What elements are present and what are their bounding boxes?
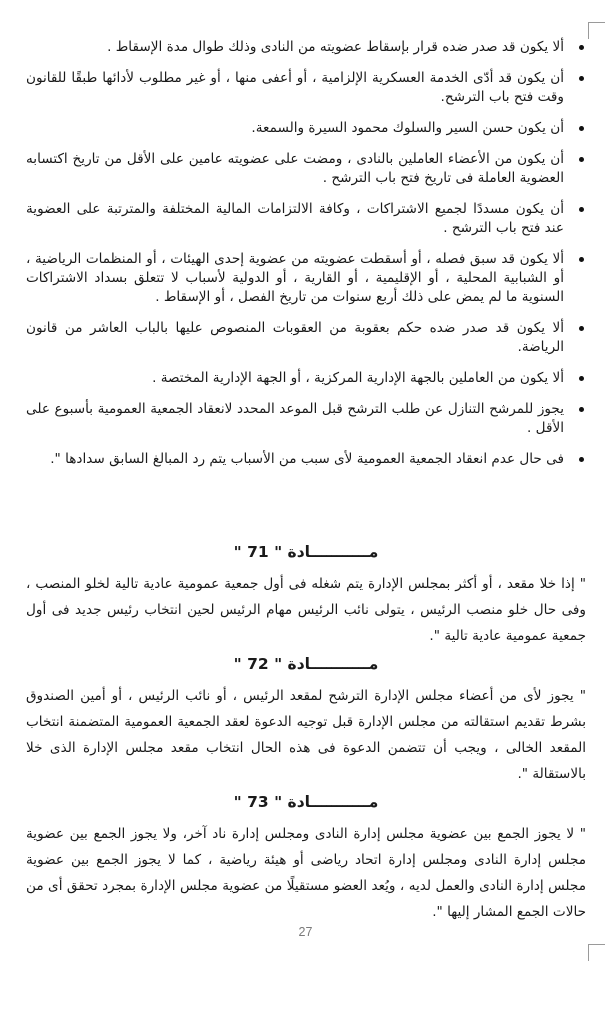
list-item: فى حال عدم انعقاد الجمعية العمومية لأى سبب من الأسباب يتم رد المبالغ السابق سدادها ".	[26, 450, 586, 469]
article-71-heading: مـــــــــــادة " 71 "	[233, 543, 379, 561]
crop-mark-bottom	[588, 944, 605, 961]
page-number: 27	[298, 925, 313, 939]
article-71-body: " إذا خلا مقعد ، أو أكثر بمجلس الإدارة يتم شغله فى أول جمعية عمومية عادية تالية لخلو المنصب ، وفى حال خلو منصب الرئيس ، يتولى نائب الرئيس مهام الرئيس لحين انتخاب رئيس جديد فى أول جمعية عمومية عادية تالية ".	[26, 576, 586, 644]
article-73-body: " لا يجوز الجمع بين عضوية مجلس إدارة النادى ومجلس إدارة ناد آخر، ولا يجوز الجمع بين عضوية مجلس إدارة النادى ومجلس إدارة اتحاد رياضى أو هيئة رياضية ، كما لا يجوز الجمع بين عضوية مجلس إدارة النادى والعمل لديه ، ويُعد العضو مستقيلًا من عضوية مجلس الإدارة بمجرد تحقق أى من حالات الجمع المشار إليها ".	[26, 826, 586, 920]
list-item: ألا يكون قد صدر ضده قرار بإسقاط عضويته من النادى وذلك طوال مدة الإسقاط .	[26, 38, 586, 57]
article-72-body: " يجوز لأى من أعضاء مجلس الإدارة الترشح لمقعد الرئيس ، أو نائب الرئيس ، أو أمين الصندوق بشرط تقديم استقالته من مجلس الإدارة قبل توجيه الدعوة لعقد الجمعية العمومية المتضمنة انتخاب المقعد الخالى ، ويجب أن تتضمن الدعوة فى هذه الحال انتخاب مقعد مجلس الإدارة الذى خلا بالاستقالة ".	[26, 688, 586, 782]
list-item: أن يكون مسددًا لجميع الاشتراكات ، وكافة الالتزامات المالية المختلفة والمترتبة على العضوية عند فتح باب الترشح .	[26, 200, 586, 238]
article-72-heading: مـــــــــــادة " 72 "	[233, 655, 379, 673]
list-item: ألا يكون من العاملين بالجهة الإدارية المركزية ، أو الجهة الإدارية المختصة .	[26, 369, 586, 388]
list-item: أن يكون قد أدّى الخدمة العسكرية الإلزامية ، أو أعفى منها ، أو غير مطلوب لأدائها طبقًا للقانون وقت فتح باب الترشح.	[26, 69, 586, 107]
list-item: أن يكون من الأعضاء العاملين بالنادى ، ومضت على عضويته عامين على الأقل من تاريخ اكتسابه العضوية العاملة فى تاريخ فتح باب الترشح .	[26, 150, 586, 188]
crop-mark-top	[588, 22, 605, 39]
article-73-heading: مـــــــــــادة " 73 "	[233, 793, 379, 811]
list-item: ألا يكون قد صدر ضده حكم بعقوبة من العقوبات المنصوص عليها بالباب العاشر من قانون الرياضة.	[26, 319, 586, 357]
page-content	[26, 38, 586, 929]
list-item: ألا يكون قد سبق فصله ، أو أسقطت عضويته من عضوية إحدى الهيئات ، أو المنظمات الرياضية ، أو الشبابية المحلية ، أو الإقليمية ، أو القارية ، أو الدولية لأسباب لا تتعلق بسداد الاشتراكات السنوية ما لم يمض على ذلك أربع سنوات من تاريخ الفصل ، أو الإسقاط .	[26, 250, 586, 307]
list-item: أن يكون حسن السير والسلوك محمود السيرة والسمعة.	[26, 119, 586, 138]
conditions-list	[26, 38, 586, 469]
list-item: يجوز للمرشح التنازل عن طلب الترشح قبل الموعد المحدد لانعقاد الجمعية العمومية بأسبوع على الأقل .	[26, 400, 586, 438]
